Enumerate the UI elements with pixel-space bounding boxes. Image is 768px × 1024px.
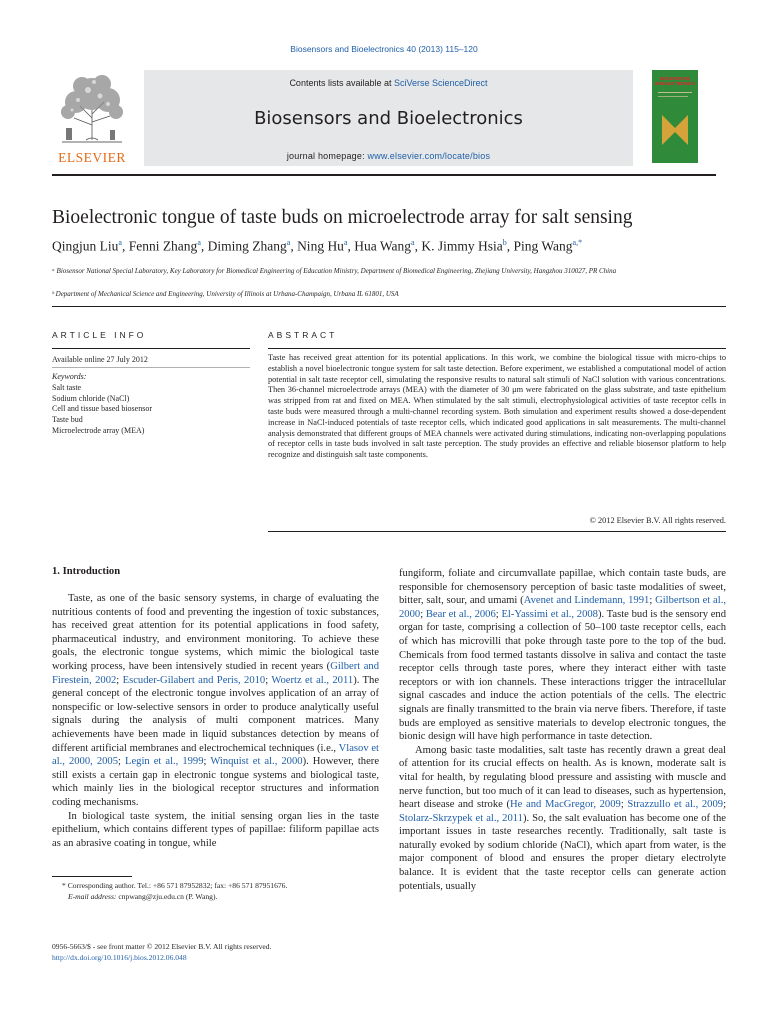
cover-graphic-icon bbox=[652, 70, 698, 163]
author-name: Hua Wang bbox=[354, 238, 412, 254]
abstract-heading: ABSTRACT bbox=[268, 330, 338, 340]
elsevier-wordmark: ELSEVIER bbox=[58, 150, 126, 165]
email-address[interactable]: cnpwang@zju.edu.cn (P. Wang). bbox=[116, 892, 218, 901]
abstract-text: Taste has received great attention for its potential applications. In this work, we combine the biological tissue with micro-chips to establish a novel bioelectronic tongue system for salt taste detection. Before experiment, we established a computational model of action potential in salt taste receptor cell, simulating the responsive results to natural salt stimuli of NaCl solution with various concentrations. Then 36-channel microelectrode arrays (MEA) with the diameter of 30 μm were fabricated on the glass substrate, and taste epithelium was stripped from rat and fixed on MEA. When stimulated by the salt stimuli, electrophysiological activities of taste receptor cells in taste buds were measured through a multi-channel recording system. Both simulation and experiment results showed a dose-dependent increase in NaCl-induced potentials of taste receptor cells, which indicated good applications in salt measurements. The multi-channel analysis demonstrated that different groups of MEA channels were activated during stimulations, indicating non-overlapping populations of receptor cells in taste buds involved in salt taste perception. The study provides an effective and reliable biosensor platform to help recognize and distinguish salt taste components. bbox=[268, 353, 726, 460]
footnote-rule bbox=[52, 876, 132, 877]
keywords-label: Keywords: bbox=[52, 372, 87, 381]
keyword: Microelectrode array (MEA) bbox=[52, 425, 145, 435]
author-name: Ning Hu bbox=[297, 238, 344, 254]
author-name: Qingjun Liu bbox=[52, 238, 119, 254]
divider bbox=[52, 348, 250, 349]
email-label: E-mail address: bbox=[68, 892, 117, 901]
header-rule bbox=[52, 174, 716, 176]
divider bbox=[52, 367, 250, 368]
author-name: Diming Zhang bbox=[207, 238, 287, 254]
left-column bbox=[52, 592, 379, 850]
right-column bbox=[399, 567, 726, 893]
tree-icon bbox=[52, 70, 132, 146]
author-name: Fenni Zhang bbox=[128, 238, 198, 254]
journal-reference[interactable]: Biosensors and Bioelectronics 40 (2013) 115–120 bbox=[290, 44, 478, 54]
issn-block bbox=[52, 941, 382, 963]
paragraph: fungiform, foliate and circumvallate papillae, which contain taste buds, are responsible for chemosensory perception of basic taste modalities of sweet, bitter, salt, sour, and umami (Avenet and Lindemann, 1991; Gilbertson et al., 2000; Bear et al., 2006; El-Yassimi et al., 2008). Taste bud is the sensory end organ for taste, comprising a collection of 50–100 taste receptor cells, each of which has microvilli that poke through taste pore to the top of the bud. Chemicals from food termed tastants dissolve in saliva and contact the taste receptor cells through taste pores, where they interact either with taste receptors or with ion channels. These interactions trigger the intracellular signal cascades and induce the action potentials of the cells. The electric signals are finally transmitted to the brain via nerve fibers. Therefore, if taste buds are employed as sensitive materials to develop electronic tongues, the bionic design will have high performance in taste detection. bbox=[399, 568, 727, 743]
sciencedirect-link[interactable]: SciVerse ScienceDirect bbox=[394, 78, 488, 88]
copyright-line: © 2012 Elsevier B.V. All rights reserved. bbox=[589, 516, 726, 525]
doi-link[interactable]: http://dx.doi.org/10.1016/j.bios.2012.06.048 bbox=[52, 953, 187, 962]
author-affiliation-mark[interactable]: a bbox=[411, 238, 415, 247]
citation-link[interactable]: He and MacGregor, 2009 bbox=[510, 799, 621, 811]
homepage-prefix: journal homepage: bbox=[286, 151, 368, 161]
available-online: Available online 27 July 2012 bbox=[52, 355, 148, 364]
journal-cover bbox=[652, 70, 698, 163]
affiliation-b: ᵇ Department of Mechanical Science and Engineering, University of Illinois at Urbana-Champaign, Urbana IL 61801, USA bbox=[52, 290, 399, 298]
author-affiliation-mark[interactable]: a bbox=[286, 238, 291, 247]
contents-prefix: Contents lists available at bbox=[289, 78, 394, 88]
author-list: Qingjun Liu$^a$, Fenni Zhang$^a$, Diming Zhang$^a$, Ning Hu$^a$, Hua Wang$^a$, K. Jimmy Hsia$^b$, Ping Wang$^{a,*}$ bbox=[52, 238, 583, 254]
article-title: Bioelectronic tongue of taste buds on microelectrode array for salt sensing bbox=[52, 207, 633, 228]
citation-link[interactable]: Escuder-Gilabert and Peris, 2010 bbox=[122, 674, 266, 686]
keywords-block bbox=[52, 372, 152, 437]
contents-line bbox=[144, 78, 633, 88]
author-affiliation-mark[interactable]: a bbox=[343, 238, 348, 247]
citation-link[interactable]: Legin et al., 1999 bbox=[124, 756, 204, 768]
homepage-link[interactable]: www.elsevier.com/locate/bios bbox=[367, 151, 491, 161]
citation-link[interactable]: Winquist et al., 2000 bbox=[210, 756, 303, 768]
email-line bbox=[52, 891, 382, 902]
title-rule bbox=[52, 306, 726, 307]
author-name: K. Jimmy Hsia bbox=[421, 238, 503, 254]
keyword: Sodium chloride (NaCl) bbox=[52, 393, 130, 403]
author-affiliation-mark[interactable]: b bbox=[502, 238, 507, 247]
journal-title: Biosensors and Bioelectronics bbox=[254, 108, 523, 129]
citation-link[interactable]: Strazzullo et al., 2009 bbox=[627, 799, 724, 811]
author-affiliation-mark[interactable]: a bbox=[118, 238, 122, 247]
citation-link[interactable]: Bear et al., 2006 bbox=[425, 608, 496, 620]
divider bbox=[268, 531, 726, 532]
keyword: Taste bud bbox=[52, 415, 83, 425]
elsevier-logo bbox=[52, 70, 132, 166]
keyword: Cell and tissue based biosensor bbox=[52, 404, 152, 414]
author-affiliation-mark[interactable]: a,* bbox=[572, 238, 583, 247]
homepage-line bbox=[144, 151, 633, 161]
section-heading: 1. Introduction bbox=[52, 566, 121, 577]
article-info-heading: ARTICLE INFO bbox=[52, 330, 147, 340]
corresponding-author: * Corresponding author. Tel.: +86 571 87952832; fax: +86 571 87951676. bbox=[62, 881, 288, 890]
citation-link[interactable]: Gilbert and Firestein, 2002 bbox=[52, 660, 379, 686]
citation-link[interactable]: El-Yassimi et al., 2008 bbox=[501, 608, 598, 620]
keyword: Salt taste bbox=[52, 382, 82, 392]
footnote bbox=[52, 880, 382, 902]
divider bbox=[268, 348, 726, 349]
citation-link[interactable]: Avenet and Lindemann, 1991 bbox=[523, 595, 650, 607]
paragraph: In biological taste system, the initial sensing organ lies in the taste epithelium, which contains different types of papillae: filiform papillae acts as an abrasive coating in tongue, while bbox=[52, 810, 379, 849]
author-affiliation-mark[interactable]: a bbox=[197, 238, 201, 247]
citation-link[interactable]: Stolarz-Skrzypek et al., 2011 bbox=[399, 812, 523, 824]
issn-line: 0956-5663/$ - see front matter © 2012 Elsevier B.V. All rights reserved. bbox=[52, 942, 272, 951]
citation-link[interactable]: Gilbertson et al., 2000 bbox=[399, 595, 727, 620]
citation-link[interactable]: Vlasov et al., 2000, 2005 bbox=[52, 742, 379, 768]
cover-title: BIOSENSORS BIOELECTRONICS bbox=[655, 76, 696, 86]
author-name: Ping Wang bbox=[513, 238, 573, 254]
affiliation-a: ᵃ Biosensor National Special Laboratory, Key Laboratory for Biomedical Engineering of Education Ministry, Department of Biomedical Engineering, Zhejiang University, Hangzhou 310027, PR China bbox=[52, 267, 617, 275]
citation-link[interactable]: Woertz et al., 2011 bbox=[271, 674, 354, 686]
paragraph: Taste, as one of the basic sensory systems, in charge of evaluating the nutritious contents of food and preventing the ingestion of toxic substances, has received great attention for its potential applications in food safety, pharmaceutical industry, and environment monitoring. To achieve these goals, the electronic tongue systems, which mimic the biological taste working process, have been intensively studied in recent years (Gilbert and Firestein, 2002; Escuder-Gilabert and Peris, 2010; Woertz et al., 2011). The general concept of the electronic tongue involves application of an array of nonspecific or low-selective sensors in order to produce analytically useful signals during the analysis of multi component matrices. Many achievements have been made in liquid substances detection by means of different artificial membranes and electrochemical techniques (i.e., Vlasov et al., 2000, 2005; Legin et al., 1999; Winquist et al., 2000). However, there still exists a certain gap in electronic tongue systems and biological taste, which mainly lies in the biological receptor structures and information coding mechanisms. bbox=[52, 593, 380, 808]
paragraph: Among basic taste modalities, salt taste has recently drawn a great deal of attention for its crucial effects on health. As is known, moderate salt is vital for health, by regulating blood pressure and assisting with muscle and nerve function, but too much of it can lead to diseases, such as hypertension, heart disease and stroke (He and MacGregor, 2009; Strazzullo et al., 2009; Stolarz-Skrzypek et al., 2011). So, the salt evaluation has become one of the important issues in taste researches recently. Traditionally, salt taste is naturally evoked by sodium chloride (NaCl), which apart from water, is the major component of blood and ensures the proper dietary electrolyte balance. It is evident that the taste receptor cells can generate action potentials, usually bbox=[399, 744, 727, 892]
